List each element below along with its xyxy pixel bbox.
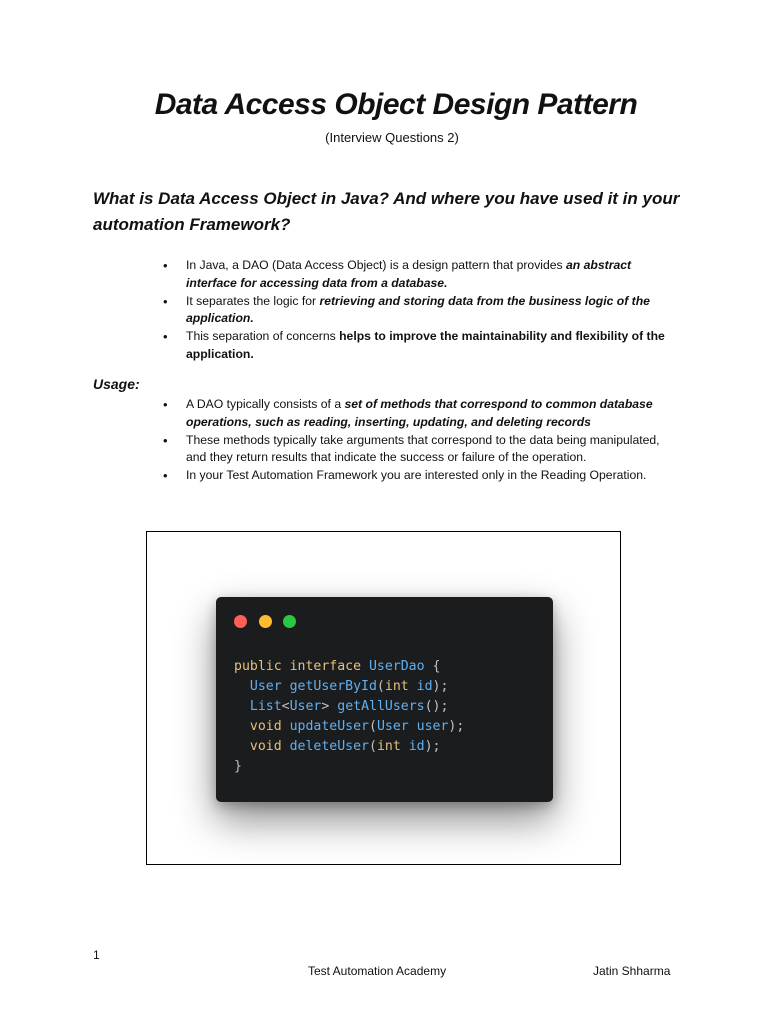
footer-author: Jatin Shharma	[593, 964, 671, 978]
bullet-text-run: It separates the logic for	[186, 293, 320, 308]
question-heading: What is Data Access Object in Java? And where you have used it in your automation Framework?	[93, 189, 680, 234]
code-token: (	[368, 739, 377, 754]
footer-organization: Test Automation Academy	[308, 964, 447, 978]
code-token: void	[234, 719, 290, 734]
code-line	[234, 717, 464, 737]
usage-bullet-list	[186, 396, 676, 485]
window-close-dot-icon	[234, 615, 247, 628]
code-token: List	[234, 699, 282, 714]
code-token: );	[424, 739, 441, 754]
code-block	[234, 657, 464, 777]
code-token: int	[376, 739, 409, 754]
bullet-text-run: set of methods that correspond to common database operations, such as reading, inserting, updating, and deleting records	[186, 397, 653, 429]
intro-bullet-item	[186, 328, 676, 363]
usage-bullet-item	[186, 396, 676, 431]
code-token: );	[448, 719, 465, 734]
bullet-text-run: In your Test Automation Framework you are interested only in the Reading Operation.	[186, 468, 647, 482]
code-token: void	[234, 739, 290, 754]
code-token: user	[416, 719, 449, 734]
code-token: >	[321, 699, 338, 714]
usage-bullet-item	[186, 432, 676, 467]
intro-bullet-item	[186, 257, 676, 292]
code-figure-frame	[146, 531, 621, 865]
code-token: User	[234, 679, 290, 694]
code-token: int	[384, 679, 417, 694]
bullet-text-run: In Java, a DAO (Data Access Object) is a design pattern that provides	[186, 258, 567, 272]
code-token: ();	[424, 699, 449, 714]
code-line	[234, 737, 464, 757]
code-token: <	[281, 699, 290, 714]
code-token: User	[289, 699, 322, 714]
code-line	[234, 657, 464, 677]
code-token: deleteUser	[289, 739, 369, 754]
code-token: (	[376, 679, 385, 694]
document-subtitle: (Interview Questions 2)	[325, 130, 459, 145]
bullet-text-run: These methods typically take arguments that correspond to the data being manipulated, and they return results that indicate the success or failure of the operation.	[186, 432, 660, 464]
bullet-text-run: helps to improve the maintainability and flexibility of the application.	[186, 329, 665, 361]
intro-bullet-list	[186, 257, 676, 364]
bullet-text-run: This separation of concerns	[186, 329, 340, 343]
code-token: User	[376, 719, 417, 734]
code-token: );	[432, 679, 449, 694]
window-maximize-dot-icon	[283, 615, 296, 628]
code-token: id	[416, 679, 433, 694]
intro-bullet-item	[186, 293, 676, 328]
code-token: updateUser	[289, 719, 369, 734]
code-window	[216, 597, 553, 802]
bullet-text-run: retrieving and storing data from the business logic of the application.	[186, 293, 650, 325]
code-line	[234, 757, 464, 777]
window-minimize-dot-icon	[259, 615, 272, 628]
bullet-text-run: A DAO typically consists of a	[186, 397, 345, 411]
code-token: UserDao	[368, 659, 433, 674]
code-token: id	[408, 739, 425, 754]
code-line	[234, 677, 464, 697]
usage-bullet-item	[186, 467, 676, 485]
code-token: getUserById	[289, 679, 377, 694]
page-number: 1	[93, 948, 100, 962]
code-token: public	[234, 659, 290, 674]
bullet-text-run: an abstract interface for accessing data from a database.	[186, 258, 632, 290]
code-token: (	[368, 719, 377, 734]
code-token: getAllUsers	[337, 699, 425, 714]
code-token: {	[432, 659, 441, 674]
document-title: Data Access Object Design Pattern	[154, 88, 638, 121]
usage-heading: Usage:	[93, 376, 140, 392]
code-token: }	[234, 759, 242, 774]
code-line	[234, 697, 464, 717]
code-token: interface	[289, 659, 369, 674]
